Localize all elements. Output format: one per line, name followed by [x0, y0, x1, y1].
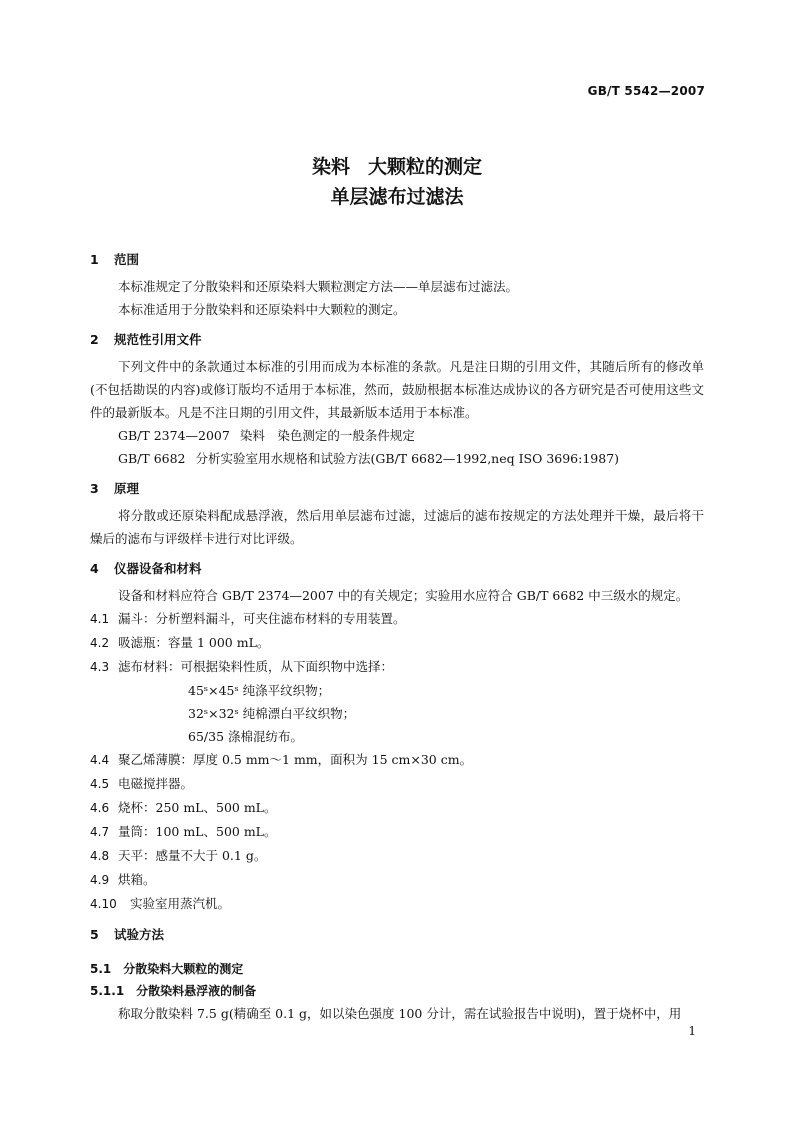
- section-heading-principle: 3 原理: [90, 481, 140, 496]
- apparatus-paragraph: 设备和材料应符合 GB/T 2374—2007 中的有关规定；实验用水应符合 GB/T 6682 中三级水的规定。: [118, 588, 689, 603]
- reference-item: GB/T 2374—2007 染料 染色测定的一般条件规定: [118, 428, 415, 443]
- principle-paragraph: 将分散或还原染料配成悬浮液，然后用单层滤布过滤，过滤后的滤布按规定的方法处理并干燥，最后将干燥后的滤布与评级样卡进行对比评级。: [90, 508, 704, 546]
- section-heading-normative-references: 2 规范性引用文件: [90, 332, 202, 347]
- title-part-a: 染料: [311, 156, 350, 178]
- scope-paragraph-1: 本标准规定了分散染料和还原染料大颗粒测定方法——单层滤布过滤法。: [118, 279, 519, 294]
- list-item: 4.5 电磁搅拌器。: [90, 776, 194, 791]
- subsection-heading: 5.1.1 分散染料悬浮液的制备: [90, 984, 257, 998]
- section-heading-test-method: 5 试验方法: [90, 927, 165, 942]
- list-item: 4.7 量筒：100 mL、500 mL。: [90, 824, 277, 839]
- reference-item: GB/T 6682 分析实验室用水规格和试验方法(GB/T 6682—1992,neq ISO 3696:1987): [118, 451, 620, 466]
- list-item: 4.10 实验室用蒸汽机。: [90, 896, 231, 911]
- fabric-option: 32ˢ×32ˢ 纯棉漂白平纹织物；: [188, 706, 356, 721]
- subsection-heading: 5.1 分散染料大颗粒的测定: [90, 962, 244, 976]
- list-item: 4.4 聚乙烯薄膜：厚度 0.5 mm～1 mm，面积为 15 cm×30 cm。: [90, 752, 473, 767]
- section-heading-scope: 1 范围: [90, 252, 140, 267]
- standard-number: GB/T 5542—2007: [587, 84, 705, 98]
- list-item: 4.3 滤布材料：可根据染料性质，从下面织物中选择：: [90, 659, 394, 674]
- preparation-paragraph: 称取分散染料 7.5 g(精确至 0.1 g，如以染色强度 100 分计，需在试验报告中说明)，置于烧杯中，用: [118, 1006, 682, 1021]
- title-part-b: 大颗粒的测定: [368, 156, 483, 178]
- fabric-option: 65/35 涤棉混纺布。: [188, 729, 303, 744]
- list-item: 4.2 吸滤瓶：容量 1 000 mL。: [90, 635, 270, 650]
- list-item: 4.6 烧杯：250 mL、500 mL。: [90, 800, 277, 815]
- list-item: 4.1 漏斗：分析塑料漏斗，可夹住滤布材料的专用装置。: [90, 611, 406, 626]
- page-number: 1: [688, 1024, 696, 1038]
- fabric-option: 45ˢ×45ˢ 纯涤平纹织物；: [188, 683, 331, 698]
- scope-paragraph-2: 本标准适用于分散染料和还原染料中大颗粒的测定。: [118, 302, 406, 317]
- list-item: 4.9 烘箱。: [90, 872, 156, 887]
- section-heading-apparatus: 4 仪器设备和材料: [90, 561, 202, 576]
- document-body: [90, 249, 704, 1025]
- document-title-line2: 单层滤布过滤法: [330, 186, 464, 208]
- document-title-line1: [0, 152, 794, 179]
- references-paragraph: 下列文件中的条款通过本标准的引用而成为本标准的条款。凡是注日期的引用文件，其随后所有的修改单(不包括勘误的内容)或修订版均不适用于本标准，然而，鼓励根据本标准达成协议的各方研究是否可使用这些文件的最新版本。凡是不注日期的引用文件，其最新版本适用于本标准。: [90, 359, 704, 420]
- list-item: 4.8 天平：感量不大于 0.1 g。: [90, 848, 267, 863]
